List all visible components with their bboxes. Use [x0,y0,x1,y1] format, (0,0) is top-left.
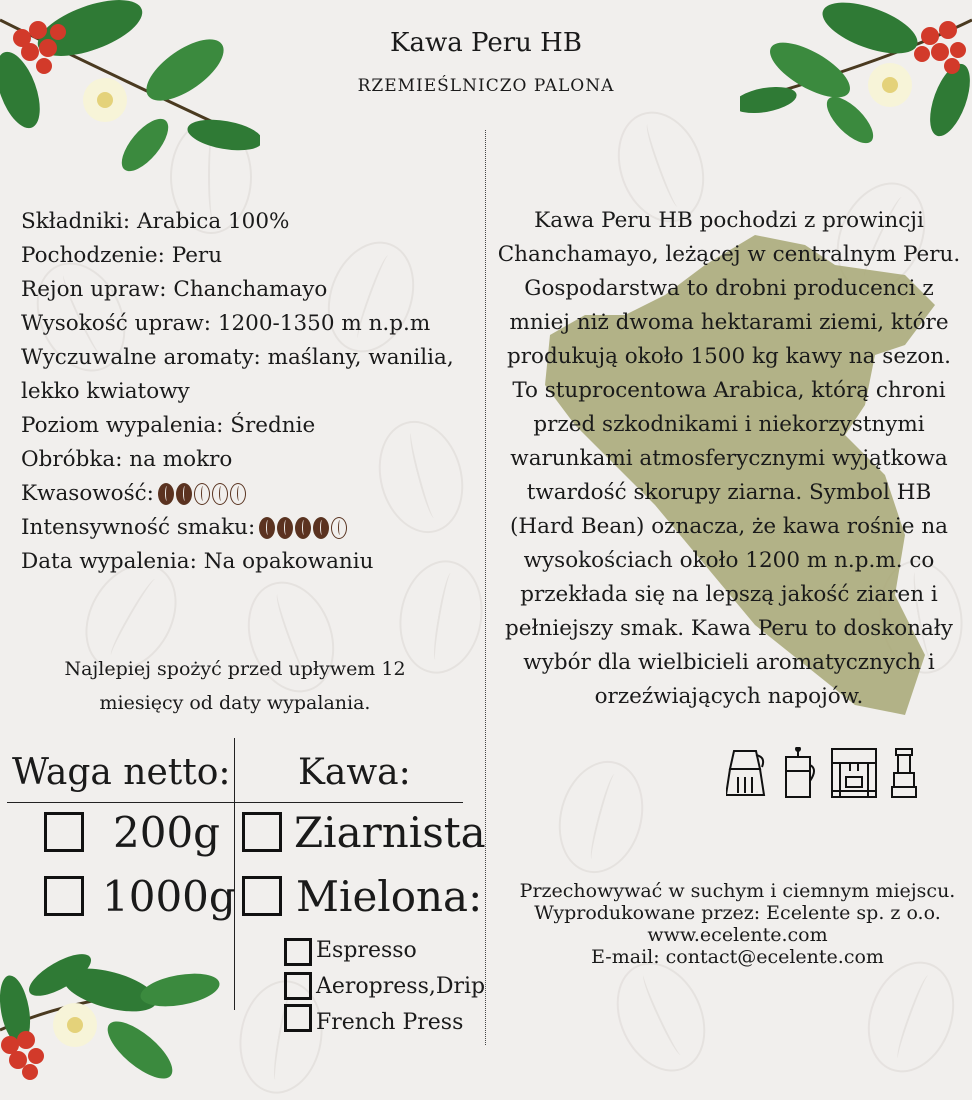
coffee-bean-icon [230,483,246,505]
aeropress-drip-label: Aeropress,Drip [316,974,486,999]
background-bean-icon [853,949,969,1084]
coffee-bean-icon [259,517,275,539]
form-horizontal-rule [7,802,463,803]
website-link[interactable]: www.ecelente.com [647,924,828,946]
product-title: Kawa Peru HB [390,28,582,58]
altitude-line: Wysokość upraw: 1200-1350 m n.p.m [21,311,431,336]
whole-bean-label: Ziarnista [294,808,486,857]
coffee-bean-icon [295,517,311,539]
weight-200g-checkbox[interactable] [44,812,84,852]
acidity-label: Kwasowość: [21,481,154,506]
intensity-label: Intensywność smaku: [21,515,256,540]
ground-checkbox[interactable] [242,876,282,916]
background-bean-icon [600,948,722,1086]
origin-line: Pochodzenie: Peru [21,243,223,268]
product-description: Kawa Peru HB pochodzi z prowincji Chanchamayo, leżącej w centralnym Peru. Gospodarstwa to drobni producenci z mniej niż dwoma hektarami ziemi, które produkują około 1500 kg kawy na sezon. To stuprocentowa Arabica, którą chroni przed szkodnikami i niekorzystnymi warunkami atmosferycznymi wyjątkowa twardość skorupy ziarna. Symbol HB (Hard Bean) oznacza, że kawa rośnie na wysokościach około 1200 m n.p.m. co przekłada się na lepszą jakość ziaren i pełniejszy smak. Kawa Peru to doskonały wybór dla wielbicieli aromatycznych i orzeźwiających napojów. [497,208,961,709]
coffee-branch-icon [0,950,220,1080]
coffee-bean-icon [176,483,192,505]
coffee-type-header: Kawa: [298,752,411,793]
acidity-rating [158,483,246,505]
french-press-icon [782,747,818,799]
coffee-bean-icon [158,483,174,505]
coffee-bean-icon [212,483,228,505]
producer-info [505,880,970,968]
best-before-note: Najlepiej spożyć przed upływem 12 miesięcy od daty wypalania. [64,658,406,714]
aeropress-icon [890,747,920,799]
weight-200g-label: 200g [113,808,221,857]
french-press-checkbox[interactable] [284,1004,312,1032]
intensity-line [21,511,461,545]
region-line: Rejon upraw: Chanchamayo [21,277,328,302]
storage-note: Przechowywać w suchym i ciemnym miejscu. [519,880,956,902]
roast-date-line: Data wypalenia: Na opakowaniu [21,549,374,574]
background-bean-icon [547,751,656,882]
espresso-label: Espresso [316,938,417,963]
processing-line: Obróbka: na mokro [21,447,233,472]
email-link[interactable]: E-mail: contact@ecelente.com [591,946,884,968]
weight-header: Waga netto: [12,752,231,793]
weight-1000g-checkbox[interactable] [44,876,84,916]
column-divider [485,130,486,1045]
ingredients-line: Składniki: Arabica 100% [21,209,290,234]
intensity-rating [259,517,347,539]
aromas-line: Wyczuwalne aromaty: maślany, wanilia, lekko kwiatowy [21,345,454,404]
product-facts [21,205,461,579]
aeropress-drip-checkbox[interactable] [284,972,312,1000]
whole-bean-checkbox[interactable] [242,812,282,852]
coffee-bean-icon [277,517,293,539]
coffee-bean-icon [313,517,329,539]
roast-level-line: Poziom wypalenia: Średnie [21,413,316,438]
espresso-machine-icon [830,747,878,799]
coffee-branch-icon [740,0,972,145]
espresso-checkbox[interactable] [284,938,312,966]
coffee-bean-icon [194,483,210,505]
weight-1000g-label: 1000g [102,872,236,921]
producer-line: Wyprodukowane przez: Ecelente sp. z o.o. [534,902,941,924]
coffee-bean-icon [331,517,347,539]
ground-label: Mielona: [296,872,483,921]
moka-pot-icon [726,747,768,799]
product-subtitle: RZEMIEŚLNICZO PALONA [357,76,615,96]
acidity-line [21,477,461,511]
french-press-label: French Press [316,1010,464,1035]
